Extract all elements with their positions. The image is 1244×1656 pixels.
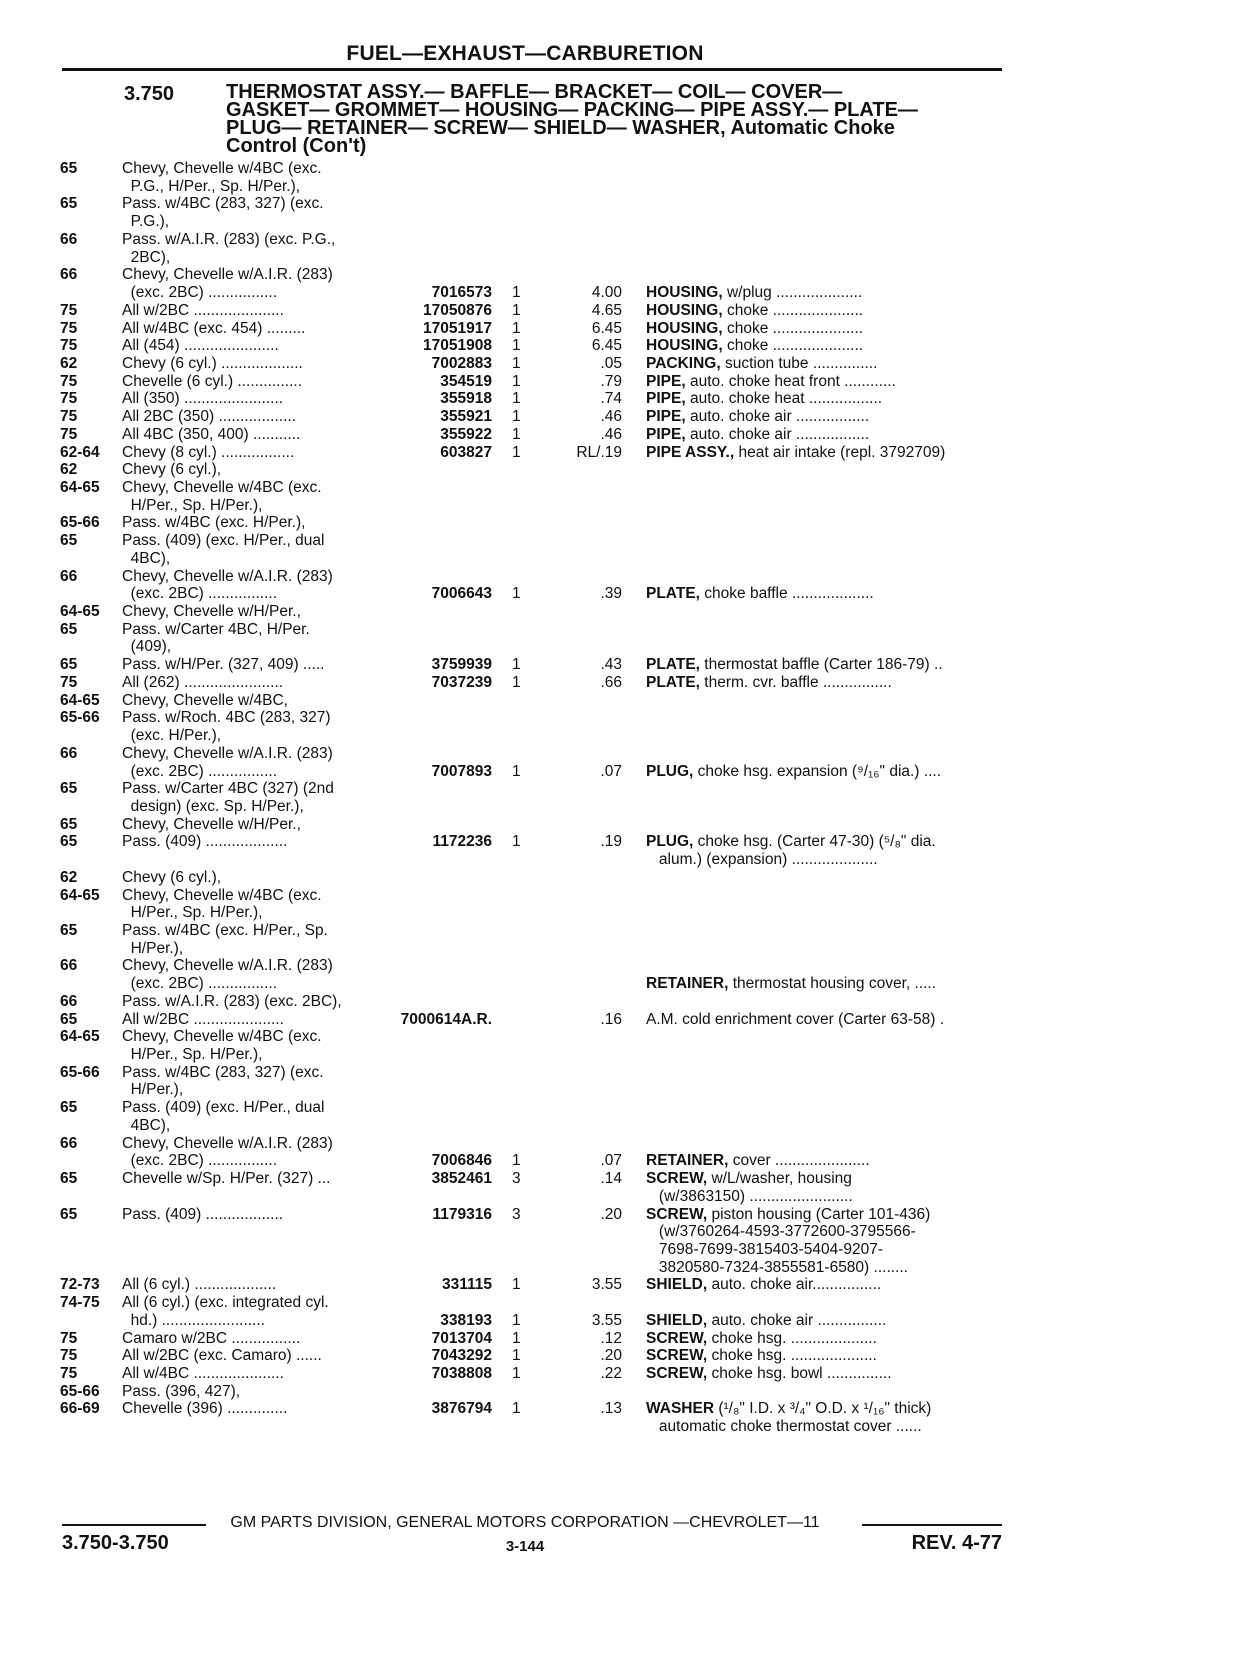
footer-publisher: GM PARTS DIVISION, GENERAL MOTORS CORPORATION —CHEVROLET—11 bbox=[230, 1514, 820, 1531]
description bbox=[646, 833, 1006, 851]
year-range: 72-73 bbox=[60, 1276, 100, 1294]
year-range: 75 bbox=[60, 319, 78, 337]
part-number: 1172236 bbox=[432, 833, 492, 851]
year-range: 64-65 bbox=[60, 479, 100, 496]
price: .66 bbox=[600, 673, 622, 691]
application: Chevy (8 cyl.) ................. bbox=[122, 443, 295, 461]
part-detail: choke hsg. bowl ............... bbox=[707, 1365, 892, 1382]
application: P.G.), bbox=[122, 213, 170, 231]
application: Pass. w/A.I.R. (283) (exc. P.G., bbox=[122, 230, 336, 248]
part-number: 7013704 bbox=[431, 1329, 492, 1347]
part-name: PLUG, bbox=[646, 762, 694, 780]
quantity: 1 bbox=[512, 673, 521, 691]
application: 4BC), bbox=[122, 1116, 171, 1134]
description bbox=[646, 1011, 1006, 1029]
description bbox=[646, 1330, 1006, 1348]
quantity: 1 bbox=[512, 1311, 521, 1329]
description bbox=[646, 1259, 1006, 1277]
year-range: 66 bbox=[60, 1134, 78, 1152]
year-range: 65 bbox=[60, 532, 78, 550]
application: Pass. (396, 427), bbox=[122, 1382, 241, 1400]
part-number: 7007893 bbox=[431, 762, 492, 780]
application: Chevy, Chevelle w/A.I.R. (283) bbox=[122, 567, 333, 585]
year-range: 64-65 bbox=[60, 886, 100, 904]
part-name: PIPE, bbox=[646, 390, 686, 408]
application: (exc. H/Per.), bbox=[122, 727, 222, 744]
application: Chevy, Chevelle w/4BC (exc. bbox=[122, 479, 322, 496]
part-name: WASHER bbox=[646, 1400, 715, 1418]
part-number: 7038808 bbox=[431, 1365, 492, 1382]
part-detail: choke hsg. .................... bbox=[707, 1347, 877, 1365]
part-detail: w/L/washer, housing bbox=[707, 1170, 852, 1187]
description bbox=[646, 1276, 1006, 1294]
part-detail: auto. choke heat front ............ bbox=[685, 372, 896, 390]
application: Pass. w/Carter 4BC, H/Per. bbox=[122, 620, 310, 638]
year-range: 65 bbox=[60, 833, 78, 851]
application: (409), bbox=[122, 638, 172, 656]
price: .20 bbox=[600, 1347, 622, 1365]
application: (exc. 2BC) ................ bbox=[122, 284, 278, 301]
year-range: 75 bbox=[60, 425, 78, 443]
description bbox=[646, 426, 1006, 444]
part-detail: (w/3863150) ........................ bbox=[646, 1187, 853, 1205]
part-name: HOUSING, bbox=[646, 301, 723, 319]
application: Chevy, Chevelle w/4BC, bbox=[122, 691, 288, 709]
description bbox=[646, 444, 1006, 462]
section-title-line: PLUG— RETAINER— SCREW— SHIELD— WASHER, Automatic Choke bbox=[226, 117, 895, 139]
part-number: 7016573 bbox=[431, 284, 492, 301]
part-detail: thermostat baffle (Carter 186-79) .. bbox=[699, 656, 943, 674]
year-range: 75 bbox=[60, 301, 78, 319]
part-number: 7002883 bbox=[431, 354, 492, 372]
footer-page-number: 3-144 bbox=[505, 1538, 545, 1555]
application: All 2BC (350) .................. bbox=[122, 408, 296, 426]
part-detail: A.M. cold enrichment cover (Carter 63-58) . bbox=[646, 1010, 945, 1028]
application: Pass. (409) (exc. H/Per., dual bbox=[122, 1099, 325, 1117]
application: Pass. (409) .................. bbox=[122, 1205, 284, 1223]
year-range: 65 bbox=[60, 815, 78, 833]
application: (exc. 2BC) ................ bbox=[122, 975, 278, 993]
part-name: RETAINER, bbox=[646, 975, 729, 993]
description bbox=[646, 302, 1006, 320]
year-range: 66-69 bbox=[60, 1400, 100, 1418]
part-name: SCREW, bbox=[646, 1329, 708, 1347]
part-detail: choke ..................... bbox=[722, 319, 864, 337]
quantity: 1 bbox=[512, 1347, 521, 1365]
application: Chevy (6 cyl.), bbox=[122, 461, 222, 479]
application: All w/4BC ..................... bbox=[122, 1365, 284, 1382]
part-name: PIPE ASSY., bbox=[646, 443, 735, 461]
quantity: 3 bbox=[512, 1170, 521, 1187]
application: Chevy, Chevelle w/A.I.R. (283) bbox=[122, 957, 333, 975]
part-detail: 3820580-7324-3855581-6580) ........ bbox=[646, 1258, 908, 1276]
year-range: 65 bbox=[60, 656, 78, 674]
part-name: PIPE, bbox=[646, 408, 686, 426]
application: Chevelle (6 cyl.) ............... bbox=[122, 372, 303, 390]
quantity: 1 bbox=[512, 372, 521, 390]
part-detail: auto. choke air ................. bbox=[685, 408, 870, 426]
part-name: PIPE, bbox=[646, 372, 686, 390]
part-number: 1179316 bbox=[432, 1205, 492, 1223]
application: All w/4BC (exc. 454) ......... bbox=[122, 319, 306, 337]
year-range: 65-66 bbox=[60, 1063, 100, 1081]
year-range: 62 bbox=[60, 354, 78, 372]
part-number: 355921 bbox=[440, 408, 492, 426]
part-detail: (w/3760264-4593-3772600-3795566- bbox=[646, 1223, 916, 1241]
application: All w/2BC ..................... bbox=[122, 301, 284, 319]
part-detail: 7698-7699-3815403-5404-9207- bbox=[646, 1240, 883, 1258]
year-range: 64-65 bbox=[60, 1028, 100, 1046]
year-range: 62 bbox=[60, 868, 78, 886]
year-range: 65 bbox=[60, 1099, 78, 1117]
application: Chevy, Chevelle w/4BC (exc. bbox=[122, 886, 322, 904]
year-range: 74-75 bbox=[60, 1294, 100, 1312]
footer-section-range: 3.750-3.750 bbox=[62, 1532, 169, 1554]
description bbox=[646, 408, 1006, 426]
application: P.G., H/Per., Sp. H/Per.), bbox=[122, 177, 301, 195]
application: Chevy, Chevelle w/4BC (exc. bbox=[122, 1028, 322, 1046]
description bbox=[646, 1152, 1006, 1170]
price: .43 bbox=[600, 656, 622, 674]
description bbox=[646, 585, 1006, 603]
part-number: 355918 bbox=[440, 390, 492, 408]
year-range: 75 bbox=[60, 372, 78, 390]
part-name: SHIELD, bbox=[646, 1276, 708, 1294]
application: Chevy, Chevelle w/H/Per., bbox=[122, 815, 301, 833]
application: Pass. w/H/Per. (327, 409) ..... bbox=[122, 656, 325, 674]
year-range: 66 bbox=[60, 957, 78, 975]
application: Pass. w/Carter 4BC (327) (2nd bbox=[122, 780, 334, 798]
application: Pass. w/4BC (exc. H/Per., Sp. bbox=[122, 922, 328, 939]
description bbox=[646, 656, 1006, 674]
year-range: 65 bbox=[60, 780, 78, 798]
price: .46 bbox=[600, 408, 622, 426]
part-number: 7006643 bbox=[431, 585, 492, 603]
part-number: 355922 bbox=[440, 425, 492, 443]
price: .79 bbox=[600, 372, 622, 390]
description bbox=[646, 337, 1006, 355]
price: .19 bbox=[600, 833, 622, 851]
application: 2BC), bbox=[122, 248, 171, 266]
part-detail: auto. choke air ................ bbox=[707, 1311, 887, 1329]
part-detail: (¹/₈" I.D. x ³/₄" O.D. x ¹/₁₆" thick) bbox=[714, 1400, 932, 1418]
part-number: 603827 bbox=[440, 443, 492, 461]
part-detail: heat air intake (repl. 3792709) bbox=[734, 443, 946, 461]
application: H/Per.), bbox=[122, 1081, 184, 1099]
application: H/Per.), bbox=[122, 939, 184, 957]
part-name: HOUSING, bbox=[646, 319, 723, 337]
part-name: SCREW, bbox=[646, 1365, 708, 1382]
part-detail: choke hsg. .................... bbox=[707, 1329, 877, 1347]
application: Pass. w/4BC (exc. H/Per.), bbox=[122, 514, 306, 532]
year-range: 75 bbox=[60, 1347, 78, 1365]
year-range: 65-66 bbox=[60, 514, 100, 532]
description bbox=[646, 763, 1006, 781]
application: Pass. (409) ................... bbox=[122, 833, 288, 851]
application: Chevy, Chevelle w/A.I.R. (283) bbox=[122, 744, 333, 762]
year-range: 65 bbox=[60, 1010, 78, 1028]
price: 4.65 bbox=[591, 301, 622, 319]
application: 4BC), bbox=[122, 549, 171, 567]
quantity: 1 bbox=[512, 354, 521, 372]
part-detail: therm. cvr. baffle ................ bbox=[699, 673, 892, 691]
application: Camaro w/2BC ................ bbox=[122, 1329, 301, 1347]
description bbox=[646, 1241, 1006, 1259]
quantity: 1 bbox=[512, 762, 521, 780]
price: 4.00 bbox=[591, 284, 622, 301]
quantity: 1 bbox=[512, 1276, 521, 1294]
price: .16 bbox=[600, 1010, 622, 1028]
quantity: 1 bbox=[512, 284, 521, 301]
part-detail: automatic choke thermostat cover ...... bbox=[646, 1418, 922, 1436]
application: Chevy (6 cyl.), bbox=[122, 868, 222, 886]
price: .05 bbox=[600, 354, 622, 372]
part-name: SCREW, bbox=[646, 1205, 708, 1223]
application: Chevy, Chevelle w/4BC (exc. bbox=[122, 160, 322, 177]
year-range: 66 bbox=[60, 992, 78, 1010]
year-range: 66 bbox=[60, 266, 78, 284]
year-range: 75 bbox=[60, 408, 78, 426]
year-range: 64-65 bbox=[60, 691, 100, 709]
quantity: 1 bbox=[512, 337, 521, 355]
year-range: 75 bbox=[60, 390, 78, 408]
description bbox=[646, 975, 1006, 993]
part-detail: thermostat housing cover, ..... bbox=[728, 975, 937, 993]
year-range: 66 bbox=[60, 567, 78, 585]
application: Pass. w/A.I.R. (283) (exc. 2BC), bbox=[122, 992, 342, 1010]
part-name: PACKING, bbox=[646, 354, 721, 372]
part-number: 3852461 bbox=[431, 1170, 492, 1187]
quantity: 1 bbox=[512, 833, 521, 851]
year-range: 65 bbox=[60, 922, 78, 939]
quantity: 1 bbox=[512, 390, 521, 408]
part-detail: choke hsg. (Carter 47-30) (⁵/₈" dia. bbox=[693, 833, 936, 851]
part-detail: w/plug .................... bbox=[722, 284, 863, 301]
section-title-line: GASKET— GROMMET— HOUSING— PACKING— PIPE ASSY.— PLATE— bbox=[226, 99, 918, 121]
application: All (350) ....................... bbox=[122, 390, 284, 408]
part-number: 17051917 bbox=[423, 319, 492, 337]
part-number: 7043292 bbox=[431, 1347, 492, 1365]
part-detail: choke ..................... bbox=[722, 301, 864, 319]
page-title: FUEL—EXHAUST—CARBURETION bbox=[346, 42, 704, 65]
description bbox=[646, 373, 1006, 391]
year-range: 65-66 bbox=[60, 1382, 100, 1400]
description bbox=[646, 1347, 1006, 1365]
year-range: 75 bbox=[60, 1329, 78, 1347]
year-range: 65 bbox=[60, 195, 78, 213]
part-name: PLATE, bbox=[646, 585, 700, 603]
year-range: 65 bbox=[60, 620, 78, 638]
description bbox=[646, 1312, 1006, 1330]
application: design) (exc. Sp. H/Per.), bbox=[122, 797, 304, 815]
description bbox=[646, 851, 1006, 869]
application: All (6 cyl.) (exc. integrated cyl. bbox=[122, 1294, 329, 1312]
price: .13 bbox=[600, 1400, 622, 1418]
application: All w/2BC ..................... bbox=[122, 1010, 284, 1028]
part-detail: auto. choke air................ bbox=[707, 1276, 882, 1294]
year-range: 66 bbox=[60, 744, 78, 762]
price: .20 bbox=[600, 1205, 622, 1223]
description bbox=[646, 284, 1006, 302]
application: Pass. (409) (exc. H/Per., dual bbox=[122, 532, 325, 550]
part-name: HOUSING, bbox=[646, 284, 723, 301]
part-name: PLUG, bbox=[646, 833, 694, 851]
part-name: SCREW, bbox=[646, 1170, 708, 1187]
part-number: 17051908 bbox=[423, 337, 492, 355]
part-number: 17050876 bbox=[423, 301, 492, 319]
quantity: 1 bbox=[512, 408, 521, 426]
quantity: 1 bbox=[512, 301, 521, 319]
price: .14 bbox=[600, 1170, 622, 1187]
part-number: 3876794 bbox=[431, 1400, 492, 1418]
part-detail: choke baffle ................... bbox=[699, 585, 874, 603]
description bbox=[646, 674, 1006, 692]
description bbox=[646, 355, 1006, 373]
part-number: 7006846 bbox=[431, 1152, 492, 1170]
quantity: 1 bbox=[512, 585, 521, 603]
application: Chevy, Chevelle w/A.I.R. (283) bbox=[122, 266, 333, 284]
section-title-line: Control (Con't) bbox=[226, 135, 367, 157]
year-range: 65 bbox=[60, 1205, 78, 1223]
part-name: SCREW, bbox=[646, 1347, 708, 1365]
price: 6.45 bbox=[591, 337, 622, 355]
application: Chevy, Chevelle w/A.I.R. (283) bbox=[122, 1134, 333, 1152]
description bbox=[646, 1365, 1006, 1383]
quantity: 1 bbox=[512, 1365, 521, 1382]
application: (exc. 2BC) ................ bbox=[122, 585, 278, 603]
year-range: 65 bbox=[60, 1170, 78, 1187]
price: .22 bbox=[600, 1365, 622, 1382]
year-range: 64-65 bbox=[60, 603, 100, 620]
application: Chevelle w/Sp. H/Per. (327) ... bbox=[122, 1170, 331, 1187]
description bbox=[646, 1400, 1006, 1418]
quantity: 3 bbox=[512, 1205, 521, 1223]
year-range: 62 bbox=[60, 461, 78, 479]
quantity: 1 bbox=[512, 1329, 521, 1347]
quantity: 1 bbox=[512, 1400, 521, 1418]
description bbox=[646, 1223, 1006, 1241]
year-range: 75 bbox=[60, 337, 78, 355]
application: Pass. w/Roch. 4BC (283, 327) bbox=[122, 709, 331, 727]
application: Pass. w/4BC (283, 327) (exc. bbox=[122, 195, 324, 213]
part-number: 3759939 bbox=[431, 656, 492, 674]
application: (exc. 2BC) ................ bbox=[122, 762, 278, 780]
application: H/Per., Sp. H/Per.), bbox=[122, 1046, 263, 1063]
part-detail: choke ..................... bbox=[722, 337, 864, 355]
price: .07 bbox=[600, 1152, 622, 1170]
title-rule bbox=[62, 68, 1002, 71]
year-range: 65-66 bbox=[60, 709, 100, 727]
description bbox=[646, 1170, 1006, 1188]
year-range: 62-64 bbox=[60, 443, 100, 461]
price: 3.55 bbox=[591, 1311, 622, 1329]
part-detail: auto. choke air ................. bbox=[685, 425, 870, 443]
part-detail: suction tube ............... bbox=[720, 354, 878, 372]
part-detail: auto. choke heat ................. bbox=[685, 390, 883, 408]
description bbox=[646, 1206, 1006, 1224]
year-range: 66 bbox=[60, 230, 78, 248]
description bbox=[646, 1188, 1006, 1206]
part-name: PLATE, bbox=[646, 656, 700, 674]
part-number: 338193 bbox=[440, 1311, 492, 1329]
part-number: 7000614A.R. bbox=[400, 1010, 492, 1028]
part-number: 331115 bbox=[441, 1276, 492, 1294]
year-range: 65 bbox=[60, 160, 78, 177]
application: All w/2BC (exc. Camaro) ...... bbox=[122, 1347, 322, 1365]
price: RL/.19 bbox=[576, 443, 622, 461]
price: .07 bbox=[600, 762, 622, 780]
application: Chevy, Chevelle w/H/Per., bbox=[122, 603, 301, 620]
quantity: 1 bbox=[512, 1152, 521, 1170]
quantity: 1 bbox=[512, 656, 521, 674]
application: All (454) ...................... bbox=[122, 337, 279, 355]
part-name: SHIELD, bbox=[646, 1311, 708, 1329]
part-number: 7037239 bbox=[431, 673, 492, 691]
price: .74 bbox=[600, 390, 622, 408]
price: .12 bbox=[600, 1329, 622, 1347]
price: 3.55 bbox=[591, 1276, 622, 1294]
section-number: 3.750 bbox=[124, 83, 175, 105]
part-detail: choke hsg. expansion (⁹/₁₆" dia.) .... bbox=[693, 762, 942, 780]
part-name: RETAINER, bbox=[646, 1152, 729, 1170]
part-detail: cover ...................... bbox=[728, 1152, 870, 1170]
description bbox=[646, 390, 1006, 408]
part-name: PIPE, bbox=[646, 425, 686, 443]
quantity: 1 bbox=[512, 443, 521, 461]
part-name: HOUSING, bbox=[646, 337, 723, 355]
price: .46 bbox=[600, 425, 622, 443]
year-range: 75 bbox=[60, 1365, 78, 1382]
part-detail: alum.) (expansion) .................... bbox=[646, 851, 878, 869]
application: All 4BC (350, 400) ........... bbox=[122, 425, 301, 443]
price: .39 bbox=[600, 585, 622, 603]
application: Chevelle (396) .............. bbox=[122, 1400, 288, 1418]
section-title-line: THERMOSTAT ASSY.— BAFFLE— BRACKET— COIL— COVER— bbox=[226, 81, 843, 103]
part-name: PLATE, bbox=[646, 673, 700, 691]
application: (exc. 2BC) ................ bbox=[122, 1152, 278, 1170]
description bbox=[646, 320, 1006, 338]
section-title bbox=[226, 83, 986, 155]
price: 6.45 bbox=[591, 319, 622, 337]
description bbox=[646, 1418, 1006, 1436]
year-range: 75 bbox=[60, 673, 78, 691]
application: H/Per., Sp. H/Per.), bbox=[122, 904, 263, 922]
footer-revision: REV. 4-77 bbox=[911, 1532, 1002, 1554]
application: All (262) ....................... bbox=[122, 673, 284, 691]
application: All (6 cyl.) ................... bbox=[122, 1276, 277, 1294]
application: H/Per., Sp. H/Per.), bbox=[122, 496, 263, 514]
application: Chevy (6 cyl.) ................... bbox=[122, 354, 303, 372]
application: Pass. w/4BC (283, 327) (exc. bbox=[122, 1063, 324, 1081]
quantity: 1 bbox=[512, 319, 521, 337]
part-number: 354519 bbox=[440, 372, 492, 390]
quantity: 1 bbox=[512, 425, 521, 443]
application: hd.) ........................ bbox=[122, 1311, 265, 1329]
part-detail: piston housing (Carter 101-436) bbox=[707, 1205, 931, 1223]
